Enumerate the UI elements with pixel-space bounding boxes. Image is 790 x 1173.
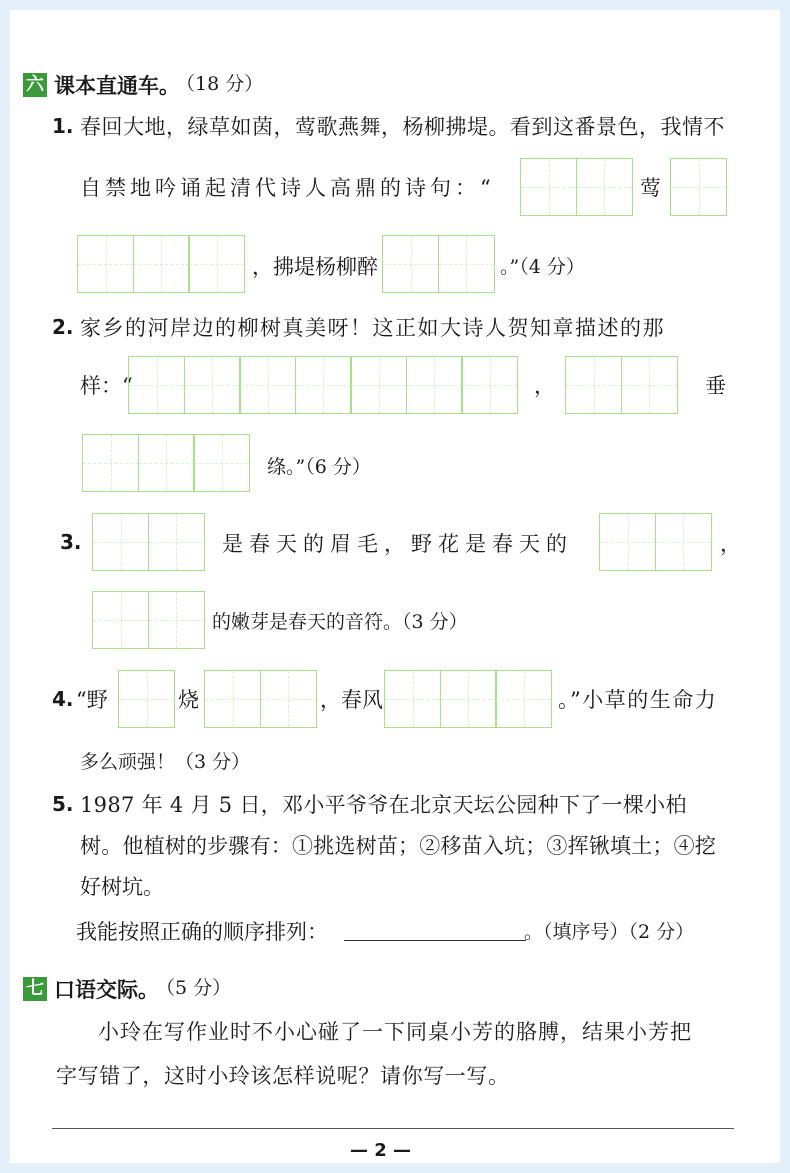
q2-answer-grid-b[interactable] — [565, 356, 678, 414]
answer-cell[interactable] — [204, 670, 261, 728]
answer-cell[interactable] — [184, 356, 241, 414]
q2-answer-grid-c[interactable] — [82, 434, 250, 492]
answer-cell[interactable] — [92, 591, 149, 649]
answer-cell[interactable] — [438, 235, 495, 293]
section-seven-badge: 七 — [23, 977, 47, 1001]
answer-cell[interactable] — [382, 235, 439, 293]
q1-text3: ，拂堤杨柳醉 — [252, 255, 378, 279]
worksheet-page — [10, 10, 780, 1163]
q2-line1: 家乡的河岸边的柳树真美呀！这正如大诗人贺知章描述的那 — [80, 316, 665, 340]
q2-answer-grid-a[interactable] — [128, 356, 518, 414]
answer-cell[interactable] — [621, 356, 678, 414]
answer-cell[interactable] — [495, 670, 552, 728]
section-seven-score: （5 分） — [156, 977, 232, 999]
q5-line2: 树。他植树的步骤有：①挑选树苗；②移苗入坑；③挥锹填土；④挖 — [80, 834, 716, 858]
q1-answer-grid-b[interactable] — [670, 158, 727, 216]
section-six-score: （18 分） — [176, 73, 264, 95]
q5-answer-blank[interactable] — [344, 938, 526, 941]
section-seven-title: 口语交际。 — [54, 978, 159, 1002]
answer-cell[interactable] — [440, 670, 497, 728]
answer-cell[interactable] — [77, 235, 134, 293]
section-seven-line1: 小玲在写作业时不小心碰了一下同桌小芳的胳膊，结果小芳把 — [98, 1020, 692, 1044]
q4-char-shao: 烧 — [178, 688, 199, 712]
q4-quote-ye: “野 — [76, 688, 108, 712]
answer-cell[interactable] — [260, 670, 317, 728]
answer-cell[interactable] — [670, 158, 727, 216]
q2-end: 绦。”（6 分） — [267, 456, 371, 478]
answer-cell[interactable] — [82, 434, 139, 492]
answer-cell[interactable] — [350, 356, 407, 414]
answer-cell[interactable] — [565, 356, 622, 414]
answer-cell[interactable] — [138, 434, 195, 492]
answer-cell[interactable] — [576, 158, 633, 216]
q3-text1: 是春天的眉毛，野花是春天的 — [222, 532, 573, 556]
answer-cell[interactable] — [295, 356, 352, 414]
q3-text2: 的嫩芽是春天的音符。（3 分） — [212, 611, 468, 633]
q1-answer-grid-a[interactable] — [520, 158, 633, 216]
answer-cell[interactable] — [239, 356, 296, 414]
answer-cell[interactable] — [118, 670, 175, 728]
q5-end: 。（填序号）（2 分） — [524, 921, 695, 943]
section-six-badge: 六 — [23, 73, 47, 97]
answer-cell[interactable] — [655, 513, 712, 571]
q1-answer-grid-d[interactable] — [382, 235, 495, 293]
q1-line2: 自禁地吟诵起清代诗人高鼎的诗句：“ — [80, 176, 495, 200]
q5-number: 5. — [52, 792, 74, 816]
q1-line1: 春回大地，绿草如茵，莺歌燕舞，杨柳拂堤。看到这番景色，我情不 — [80, 115, 725, 139]
q3-number: 3. — [60, 530, 82, 554]
answer-cell[interactable] — [92, 513, 149, 571]
answer-cell[interactable] — [148, 591, 205, 649]
q2-char-chui: 垂 — [705, 374, 726, 398]
answer-line[interactable] — [52, 1128, 734, 1129]
q2-line2-start: 样：“ — [80, 374, 133, 398]
section-seven-line2: 字写错了，这时小玲该怎样说呢？请你写一写。 — [56, 1064, 510, 1088]
q3-answer-grid-c[interactable] — [92, 591, 205, 649]
q4-line2: 多么顽强！（3 分） — [80, 751, 251, 773]
q1-char-ying: 莺 — [640, 176, 661, 200]
q3-answer-grid-a[interactable] — [92, 513, 205, 571]
answer-cell[interactable] — [520, 158, 577, 216]
answer-cell[interactable] — [384, 670, 441, 728]
page-number: — 2 — — [350, 1140, 412, 1161]
q4-answer-grid-c[interactable] — [384, 670, 552, 728]
q4-end: 。”小草的生命力 — [558, 688, 718, 712]
answer-cell[interactable] — [148, 513, 205, 571]
q2-number: 2. — [52, 315, 74, 339]
q5-line4: 我能按照正确的顺序排列： — [76, 920, 328, 944]
q5-line1: 1987 年 4 月 5 日，邓小平爷爷在北京天坛公园种下了一棵小柏 — [80, 793, 687, 817]
answer-cell[interactable] — [128, 356, 185, 414]
q4-answer-grid-a[interactable] — [118, 670, 175, 728]
q2-comma: ， — [534, 374, 555, 398]
q4-chunfeng: ，春风 — [320, 688, 383, 712]
q1-answer-grid-c[interactable] — [77, 235, 245, 293]
q3-comma: ， — [720, 532, 741, 556]
answer-cell[interactable] — [188, 235, 245, 293]
q5-line3: 好树坑。 — [80, 875, 164, 899]
q1-number: 1. — [52, 114, 74, 138]
q4-answer-grid-b[interactable] — [204, 670, 317, 728]
answer-cell[interactable] — [599, 513, 656, 571]
answer-cell[interactable] — [461, 356, 518, 414]
answer-cell[interactable] — [193, 434, 250, 492]
answer-cell[interactable] — [406, 356, 463, 414]
answer-cell[interactable] — [133, 235, 190, 293]
q3-answer-grid-b[interactable] — [599, 513, 712, 571]
q1-end: 。”（4 分） — [500, 256, 585, 278]
q4-number: 4. — [52, 687, 74, 711]
section-six-title: 课本直通车。 — [54, 74, 180, 98]
